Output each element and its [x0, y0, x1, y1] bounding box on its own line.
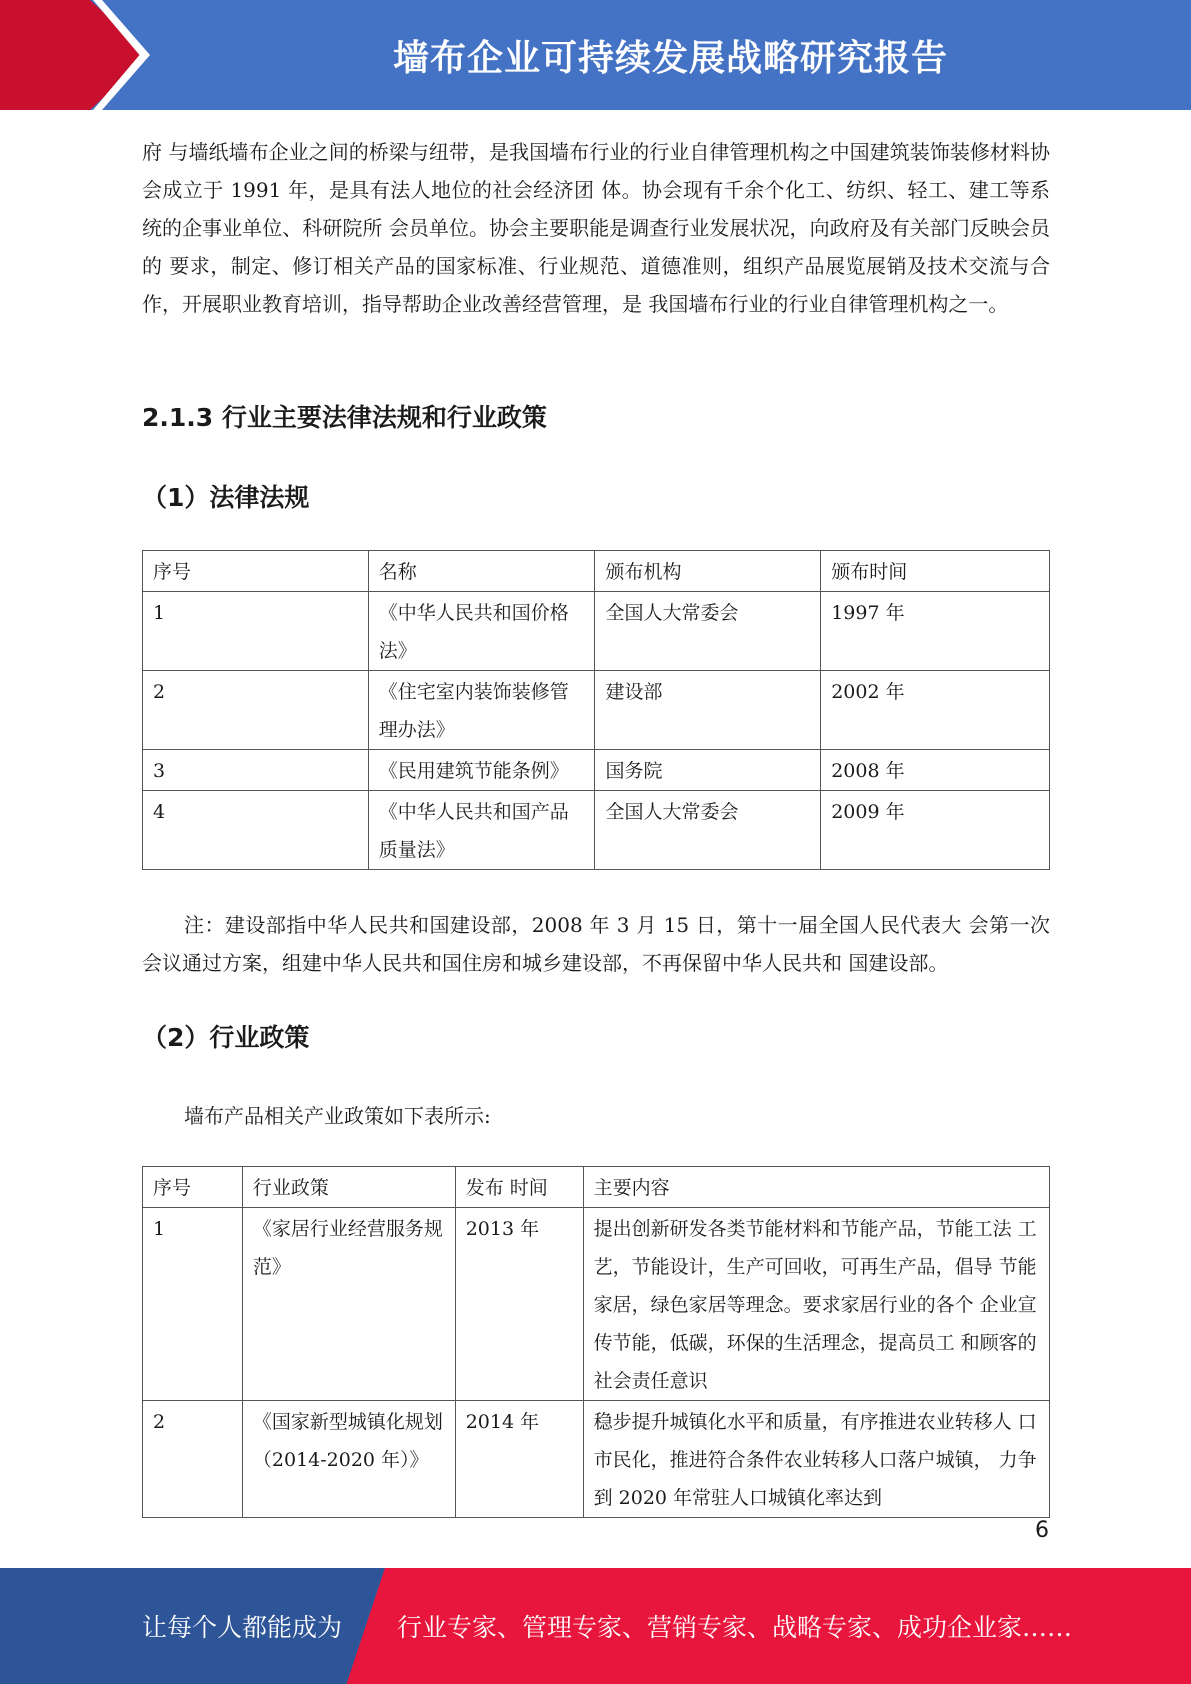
table-cell: 1 [143, 592, 369, 671]
footer-slogan-left: 让每个人都能成为 [142, 1613, 343, 1642]
section-heading: 2.1.3 行业主要法律法规和行业政策 [142, 403, 547, 432]
policies-heading: （2）行业政策 [142, 1023, 310, 1052]
page-number: 6 [1035, 1518, 1049, 1543]
table-header-cell: 名称 [368, 551, 595, 592]
table-cell: 提出创新研发各类节能材料和节能产品，节能工法 工艺，节能设计，生产可回收，可再生产品，倡导 节能家居，绿色家居等理念。要求家居行业的各个 企业宣传节能，低碳，环保的生活理念，提高员工 和顾客的社会责任意识 [583, 1208, 1049, 1401]
table-cell: 2014 年 [455, 1401, 583, 1518]
table-cell: 《国家新型城镇化规划（2014-2020 年）》 [242, 1401, 455, 1518]
table-header-row [143, 551, 1050, 592]
table-cell: 2 [143, 1401, 243, 1518]
table-cell: 《家居行业经营服务规范》 [242, 1208, 455, 1401]
table-cell: 4 [143, 791, 369, 870]
laws-table [142, 550, 1050, 870]
table-cell: 建设部 [595, 671, 821, 750]
table-header-cell: 行业政策 [242, 1167, 455, 1208]
table-header-cell: 颁布时间 [821, 551, 1050, 592]
policies-table [142, 1166, 1050, 1518]
intro-block [142, 133, 1050, 323]
table-cell: 国务院 [595, 750, 821, 791]
table-header-cell: 主要内容 [583, 1167, 1049, 1208]
table-row [143, 671, 1050, 750]
table-header-row [143, 1167, 1050, 1208]
table-cell: 《中华人民共和国价格法》 [368, 592, 595, 671]
table-row [143, 592, 1050, 671]
table-cell: 3 [143, 750, 369, 791]
table-row [143, 791, 1050, 870]
laws-note: 注：建设部指中华人民共和国建设部，2008 年 3 月 15 日，第十一届全国人民代表大 会第一次会议通过方案，组建中华人民共和国住房和城乡建设部，不再保留中华人民共和 国建设部。 [142, 913, 1050, 975]
intro-paragraph: 府 与墙纸墙布企业之间的桥梁与纽带，是我国墙布行业的行业自律管理机构之中国建筑装饰装修材料协会成立于 1991 年，是具有法人地位的社会经济团 体。协会现有千余个化工、纺织、轻工、建工等系统的企事业单位、科研院所 会员单位。协会主要职能是调查行业发展状况，向政府及有关部门反映会员的 要求，制定、修订相关产品的国家标准、行业规范、道德准则，组织产品展览展销及技术交流与合作，开展职业教育培训，指导帮助企业改善经营管理，是 我国墙布行业的行业自律管理机构之一。 [142, 140, 1050, 316]
table-header-cell: 发布 时间 [455, 1167, 583, 1208]
table-cell: 2013 年 [455, 1208, 583, 1401]
table-cell: 《住宅室内装饰装修管理办法》 [368, 671, 595, 750]
policies-intro-block [142, 1097, 1050, 1135]
table-cell: 2002 年 [821, 671, 1050, 750]
page-header [0, 0, 1191, 110]
table-row [143, 750, 1050, 791]
table-row [143, 1208, 1050, 1401]
table-header-cell: 序号 [143, 551, 369, 592]
table-cell: 全国人大常委会 [595, 592, 821, 671]
table-cell: 稳步提升城镇化水平和质量，有序推进农业转移人 口市民化，推进符合条件农业转移人口落户城镇， 力争到 2020 年常驻人口城镇化率达到 [583, 1401, 1049, 1518]
table-cell: 1997 年 [821, 592, 1050, 671]
table-cell: 《中华人民共和国产品质量法》 [368, 791, 595, 870]
table-cell: 《民用建筑节能条例》 [368, 750, 595, 791]
table-header-cell: 序号 [143, 1167, 243, 1208]
table-cell: 2 [143, 671, 369, 750]
table-cell: 全国人大常委会 [595, 791, 821, 870]
table-cell: 1 [143, 1208, 243, 1401]
table-header-cell: 颁布机构 [595, 551, 821, 592]
policies-intro: 墙布产品相关产业政策如下表所示: [184, 1104, 491, 1128]
table-row [143, 1401, 1050, 1518]
header-red-arrow [0, 0, 150, 110]
table-cell: 2008 年 [821, 750, 1050, 791]
page-footer [0, 1568, 1191, 1684]
report-title: 墙布企业可持续发展战略研究报告 [392, 37, 948, 79]
laws-note-block [142, 906, 1050, 982]
footer-slogan-right: 行业专家、管理专家、营销专家、战略专家、成功企业家…… [397, 1613, 1073, 1642]
laws-heading: （1）法律法规 [142, 483, 310, 512]
table-cell: 2009 年 [821, 791, 1050, 870]
